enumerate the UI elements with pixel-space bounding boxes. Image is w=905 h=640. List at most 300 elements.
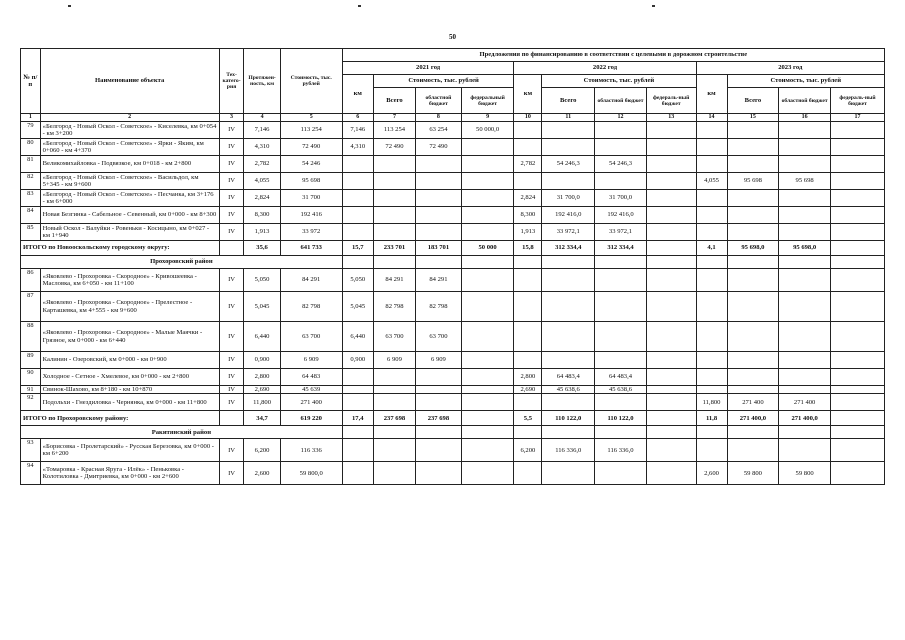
- table-cell: 2,800: [244, 369, 280, 386]
- col-cost: Стоимость, тыс. рублей: [280, 49, 342, 114]
- table-cell: [646, 322, 696, 352]
- table-cell: [727, 369, 779, 386]
- table-cell: [646, 139, 696, 156]
- table-cell: 45 638,6: [542, 386, 595, 394]
- table-cell: [779, 352, 831, 369]
- table-cell: [461, 369, 514, 386]
- table-cell: [779, 322, 831, 352]
- table-cell: [542, 122, 595, 139]
- table-cell: IV: [219, 190, 244, 207]
- scan-speck: [652, 5, 655, 7]
- table-cell: [727, 256, 779, 269]
- table-cell: [646, 122, 696, 139]
- table-cell: [542, 173, 595, 190]
- table-cell: [727, 322, 779, 352]
- table-cell: [373, 256, 415, 269]
- table-cell: IV: [219, 462, 244, 485]
- table-cell: [779, 139, 831, 156]
- row-number: 92: [21, 394, 41, 411]
- table-cell: [342, 394, 373, 411]
- table-cell: IV: [219, 292, 244, 322]
- table-cell: 45 638,6: [595, 386, 647, 394]
- table-cell: 6 909: [280, 352, 342, 369]
- table-cell: 2,600: [244, 462, 280, 485]
- total-cell: 237 698: [373, 411, 415, 426]
- total-label: ИТОГО по Новооскольскому городскому округу:: [21, 241, 220, 256]
- table-cell: [830, 462, 884, 485]
- table-cell: 8,300: [514, 207, 542, 224]
- table-cell: [416, 207, 462, 224]
- table-cell: 31 700,0: [542, 190, 595, 207]
- total-cell: 95 698,0: [727, 241, 779, 256]
- table-cell: 4,055: [696, 173, 727, 190]
- table-cell: [595, 426, 647, 439]
- table-cell: [373, 462, 415, 485]
- table-cell: 84 291: [416, 269, 462, 292]
- table-cell: 95 698: [727, 173, 779, 190]
- object-name: Холодное - Сетное - Хмелевое, км 0+000 - км 2+800: [40, 369, 219, 386]
- table-cell: 2,824: [514, 190, 542, 207]
- table-cell: 8,300: [244, 207, 280, 224]
- km-2023: км: [696, 75, 727, 114]
- table-cell: 95 698: [280, 173, 342, 190]
- table-cell: IV: [219, 394, 244, 411]
- table-cell: [595, 462, 647, 485]
- table-cell: 2,824: [244, 190, 280, 207]
- table-cell: [373, 394, 415, 411]
- table-cell: 63 254: [416, 122, 462, 139]
- table-cell: 1,913: [244, 224, 280, 241]
- scan-speck: [68, 5, 71, 7]
- table-row: [21, 352, 885, 369]
- table-cell: [779, 256, 831, 269]
- table-cell: [696, 386, 727, 394]
- table-cell: [461, 269, 514, 292]
- table-cell: [830, 439, 884, 462]
- row-number: 86: [21, 269, 41, 292]
- total-cell: [830, 411, 884, 426]
- table-cell: 5,050: [342, 269, 373, 292]
- table-cell: [416, 369, 462, 386]
- table-cell: [696, 139, 727, 156]
- total-cell: 17,4: [342, 411, 373, 426]
- total-cell: 95 698,0: [779, 241, 831, 256]
- table-cell: [416, 462, 462, 485]
- column-index: 2: [40, 114, 219, 122]
- table-cell: [542, 269, 595, 292]
- row-number: 80: [21, 139, 41, 156]
- table-cell: 59 800: [779, 462, 831, 485]
- column-index: 16: [779, 114, 831, 122]
- table-cell: [373, 173, 415, 190]
- table-row: [21, 394, 885, 411]
- table-cell: [646, 156, 696, 173]
- table-cell: 33 972,1: [595, 224, 647, 241]
- table-cell: [646, 269, 696, 292]
- table-cell: [696, 292, 727, 322]
- table-cell: [342, 190, 373, 207]
- table-cell: 50 000,0: [461, 122, 514, 139]
- total-cell: 35,6: [244, 241, 280, 256]
- year-2023: 2023 год: [696, 62, 884, 75]
- table-cell: [342, 256, 373, 269]
- table-cell: [830, 292, 884, 322]
- table-cell: 6 909: [416, 352, 462, 369]
- table-cell: [779, 122, 831, 139]
- section-title: Прохоровский район: [21, 256, 343, 269]
- row-number: 82: [21, 173, 41, 190]
- total-cell: 312 334,4: [595, 241, 647, 256]
- table-cell: [696, 439, 727, 462]
- table-row: [21, 224, 885, 241]
- table-cell: 0,900: [244, 352, 280, 369]
- table-cell: 63 700: [280, 322, 342, 352]
- table-cell: [542, 322, 595, 352]
- page-number: 50: [449, 33, 456, 41]
- table-cell: [830, 224, 884, 241]
- table-cell: [514, 269, 542, 292]
- table-cell: IV: [219, 173, 244, 190]
- table-cell: [416, 439, 462, 462]
- table-cell: [461, 139, 514, 156]
- km-2022: км: [514, 75, 542, 114]
- table-cell: IV: [219, 386, 244, 394]
- table-cell: 45 639: [280, 386, 342, 394]
- column-index: 17: [830, 114, 884, 122]
- table-cell: [461, 173, 514, 190]
- object-name: «Томаровка - Красная Яруга - Илёк» - Пеньковка - Колотиловка - Дмитриевка, км 0+000 - км 2+600: [40, 462, 219, 485]
- table-cell: 2,782: [514, 156, 542, 173]
- table-cell: [727, 352, 779, 369]
- table-cell: [342, 224, 373, 241]
- table-cell: [830, 352, 884, 369]
- table-cell: [779, 224, 831, 241]
- total-cell: 233 701: [373, 241, 415, 256]
- table-cell: [727, 139, 779, 156]
- table-cell: [373, 224, 415, 241]
- total-cell: 110 122,0: [595, 411, 647, 426]
- table-cell: [830, 386, 884, 394]
- object-name: Подольхи - Гнездиловка - Чернянка, км 0+000 - км 11+800: [40, 394, 219, 411]
- regional-2023: областной бюджет: [779, 88, 831, 114]
- col-category: Тех-катего-рия: [219, 49, 244, 114]
- table-cell: [461, 439, 514, 462]
- table-cell: [830, 139, 884, 156]
- table-cell: 54 246: [280, 156, 342, 173]
- row-number: 85: [21, 224, 41, 241]
- table-cell: [779, 386, 831, 394]
- table-cell: [416, 173, 462, 190]
- object-name: Свинок-Шахово, км 8+180 - км 10+870: [40, 386, 219, 394]
- total-cell: 15,8: [514, 241, 542, 256]
- scan-speck: [358, 5, 361, 7]
- table-cell: [779, 292, 831, 322]
- table-cell: [514, 322, 542, 352]
- table-cell: [514, 426, 542, 439]
- table-cell: [542, 139, 595, 156]
- table-cell: 6 909: [373, 352, 415, 369]
- federal-2021: федеральный бюджет: [461, 88, 514, 114]
- table-cell: [646, 190, 696, 207]
- table-cell: [373, 426, 415, 439]
- table-cell: [461, 224, 514, 241]
- total-cell: 11,8: [696, 411, 727, 426]
- object-name: «Яковлево - Прохоровка - Скородное» - Кривошеевка - Масловка, км 6+050 - км 11+100: [40, 269, 219, 292]
- table-body: [21, 122, 885, 485]
- total-cell: 34,7: [244, 411, 280, 426]
- table-cell: 59 800,0: [280, 462, 342, 485]
- object-name: «Белгород - Новый Оскол - Советское» - Ярки - Яким, км 0+060 - км 4+370: [40, 139, 219, 156]
- object-name: «Борисовка - Пролетарский» - Русская Березовка, км 0+000 - км 6+200: [40, 439, 219, 462]
- table-cell: [646, 292, 696, 322]
- table-cell: [830, 173, 884, 190]
- table-cell: [830, 190, 884, 207]
- table-cell: 116 336,0: [542, 439, 595, 462]
- table-cell: [461, 394, 514, 411]
- table-cell: [542, 426, 595, 439]
- table-cell: [595, 173, 647, 190]
- total-cell: 183 701: [416, 241, 462, 256]
- table-cell: [342, 386, 373, 394]
- table-cell: [461, 322, 514, 352]
- table-cell: [514, 139, 542, 156]
- column-index: 15: [727, 114, 779, 122]
- table-cell: 4,310: [342, 139, 373, 156]
- table-cell: [727, 292, 779, 322]
- table-cell: 4,310: [244, 139, 280, 156]
- table-cell: IV: [219, 322, 244, 352]
- table-row: [21, 207, 885, 224]
- object-name: «Белгород - Новый Оскол - Советское» - Васильдол, км 5+345 - км 9+600: [40, 173, 219, 190]
- table-cell: [696, 256, 727, 269]
- cost-2021: Стоимость, тыс. рублей: [373, 75, 514, 88]
- table-cell: [461, 386, 514, 394]
- column-index: 6: [342, 114, 373, 122]
- table-cell: 271 400: [727, 394, 779, 411]
- section-title: Ракитянский район: [21, 426, 343, 439]
- table-cell: IV: [219, 369, 244, 386]
- object-name: «Белгород - Новый Оскол - Советское» - Киселевка, км 0+054 - км 3+200: [40, 122, 219, 139]
- table-cell: [696, 352, 727, 369]
- table-cell: [514, 462, 542, 485]
- table-cell: [461, 190, 514, 207]
- table-cell: 113 254: [280, 122, 342, 139]
- table-cell: IV: [219, 122, 244, 139]
- table-cell: [373, 439, 415, 462]
- table-row: [21, 269, 885, 292]
- table-cell: 1,913: [514, 224, 542, 241]
- table-cell: 54 246,3: [542, 156, 595, 173]
- table-cell: [595, 256, 647, 269]
- row-number: 90: [21, 369, 41, 386]
- table-cell: 64 483,4: [542, 369, 595, 386]
- table-cell: [416, 394, 462, 411]
- table-cell: 2,690: [514, 386, 542, 394]
- table-cell: 7,146: [244, 122, 280, 139]
- table-cell: [461, 462, 514, 485]
- section-row: [21, 256, 885, 269]
- table-cell: [595, 394, 647, 411]
- table-cell: 11,800: [696, 394, 727, 411]
- table-cell: [646, 207, 696, 224]
- table-cell: [595, 139, 647, 156]
- object-name: Великомихайловка - Подвязкое, км 0+018 - км 2+800: [40, 156, 219, 173]
- table-cell: 82 798: [416, 292, 462, 322]
- table-cell: [830, 369, 884, 386]
- table-cell: [461, 352, 514, 369]
- total-row: [21, 411, 885, 426]
- total-cell: 110 122,0: [542, 411, 595, 426]
- cost-2023: Стоимость, тыс. рублей: [727, 75, 884, 88]
- object-name: «Яковлево - Прохоровка - Скородное» - Прелестное - Карташевка, км 4+555 - км 9+600: [40, 292, 219, 322]
- table-cell: IV: [219, 207, 244, 224]
- table-cell: 116 336,0: [595, 439, 647, 462]
- table-cell: 63 700: [373, 322, 415, 352]
- table-row: [21, 439, 885, 462]
- table-cell: 84 291: [280, 269, 342, 292]
- column-index-row: [21, 114, 885, 122]
- table-cell: 82 798: [373, 292, 415, 322]
- table-cell: 192 416,0: [595, 207, 647, 224]
- table-cell: [696, 269, 727, 292]
- federal-2023: федераль-ный бюджет: [830, 88, 884, 114]
- table-cell: [646, 439, 696, 462]
- column-index: 7: [373, 114, 415, 122]
- table-cell: IV: [219, 439, 244, 462]
- row-number: 89: [21, 352, 41, 369]
- table-cell: IV: [219, 269, 244, 292]
- table-cell: 192 416,0: [542, 207, 595, 224]
- table-cell: [416, 190, 462, 207]
- table-cell: [342, 173, 373, 190]
- table-cell: [727, 439, 779, 462]
- table-cell: [646, 394, 696, 411]
- table-cell: [542, 292, 595, 322]
- total-cell: 50 000: [461, 241, 514, 256]
- table-cell: [342, 462, 373, 485]
- object-name: Калинин - Озеровский, км 0+000 - км 0+900: [40, 352, 219, 369]
- table-cell: 31 700,0: [595, 190, 647, 207]
- cost-2022: Стоимость, тыс. рублей: [542, 75, 696, 88]
- table-cell: [595, 122, 647, 139]
- year-2021: 2021 год: [342, 62, 514, 75]
- object-name: Новый Оскол - Валуйки - Ровеньки - Косицыно, км 0+027 - км 1+940: [40, 224, 219, 241]
- table-cell: [416, 156, 462, 173]
- table-cell: [461, 426, 514, 439]
- regional-2021: областной бюджет: [416, 88, 462, 114]
- table-cell: [779, 156, 831, 173]
- table-row: [21, 190, 885, 207]
- km-2021: км: [342, 75, 373, 114]
- section-row: [21, 426, 885, 439]
- row-number: 83: [21, 190, 41, 207]
- row-number: 84: [21, 207, 41, 224]
- table-row: [21, 386, 885, 394]
- table-cell: [779, 269, 831, 292]
- table-cell: [727, 269, 779, 292]
- table-cell: [342, 369, 373, 386]
- table-cell: 33 972: [280, 224, 342, 241]
- total-2023: Всего: [727, 88, 779, 114]
- table-cell: [830, 256, 884, 269]
- table-cell: [461, 292, 514, 322]
- table-cell: [373, 386, 415, 394]
- total-cell: 312 334,4: [542, 241, 595, 256]
- total-cell: 271 400,0: [779, 411, 831, 426]
- table-cell: 72 490: [280, 139, 342, 156]
- total-cell: 15,7: [342, 241, 373, 256]
- table-cell: [727, 190, 779, 207]
- table-cell: [342, 439, 373, 462]
- table-cell: 5,045: [244, 292, 280, 322]
- table-cell: 6,200: [514, 439, 542, 462]
- table-cell: 6,200: [244, 439, 280, 462]
- total-2021: Всего: [373, 88, 415, 114]
- table-cell: [779, 369, 831, 386]
- total-cell: [646, 411, 696, 426]
- row-number: 94: [21, 462, 41, 485]
- table-row: [21, 369, 885, 386]
- table-cell: [514, 352, 542, 369]
- object-name: Новая Безгинка - Сабельное - Севенный, км 0+000 - км 8+300: [40, 207, 219, 224]
- total-cell: 271 400,0: [727, 411, 779, 426]
- table-cell: [416, 256, 462, 269]
- column-index: 11: [542, 114, 595, 122]
- table-cell: 2,690: [244, 386, 280, 394]
- table-cell: [696, 426, 727, 439]
- table-cell: [416, 224, 462, 241]
- federal-2022: федераль-ный бюджет: [646, 88, 696, 114]
- table-row: [21, 122, 885, 139]
- table-cell: [727, 426, 779, 439]
- table-row: [21, 156, 885, 173]
- table-cell: 54 246,3: [595, 156, 647, 173]
- table-cell: [373, 156, 415, 173]
- table-cell: 0,900: [342, 352, 373, 369]
- table-cell: [830, 322, 884, 352]
- total-cell: [830, 241, 884, 256]
- table-cell: [461, 156, 514, 173]
- row-number: 79: [21, 122, 41, 139]
- table-cell: [342, 426, 373, 439]
- table-cell: [542, 352, 595, 369]
- table-cell: [830, 207, 884, 224]
- row-number: 91: [21, 386, 41, 394]
- table-row: [21, 462, 885, 485]
- column-index: 13: [646, 114, 696, 122]
- column-index: 14: [696, 114, 727, 122]
- table-cell: [727, 156, 779, 173]
- table-cell: [830, 394, 884, 411]
- table-cell: [727, 386, 779, 394]
- table-cell: [696, 322, 727, 352]
- table-cell: [342, 207, 373, 224]
- total-cell: 641 733: [280, 241, 342, 256]
- table-cell: 59 800: [727, 462, 779, 485]
- table-cell: [416, 426, 462, 439]
- table-cell: [542, 394, 595, 411]
- table-cell: 7,146: [342, 122, 373, 139]
- table-cell: 2,600: [696, 462, 727, 485]
- table-cell: [646, 369, 696, 386]
- table-cell: [830, 269, 884, 292]
- table-cell: 5,050: [244, 269, 280, 292]
- column-index: 9: [461, 114, 514, 122]
- table-cell: [696, 156, 727, 173]
- object-name: «Белгород - Новый Оскол - Советское» - Песчанка, км 3+176 - км 6+000: [40, 190, 219, 207]
- table-cell: [779, 190, 831, 207]
- table-cell: 11,800: [244, 394, 280, 411]
